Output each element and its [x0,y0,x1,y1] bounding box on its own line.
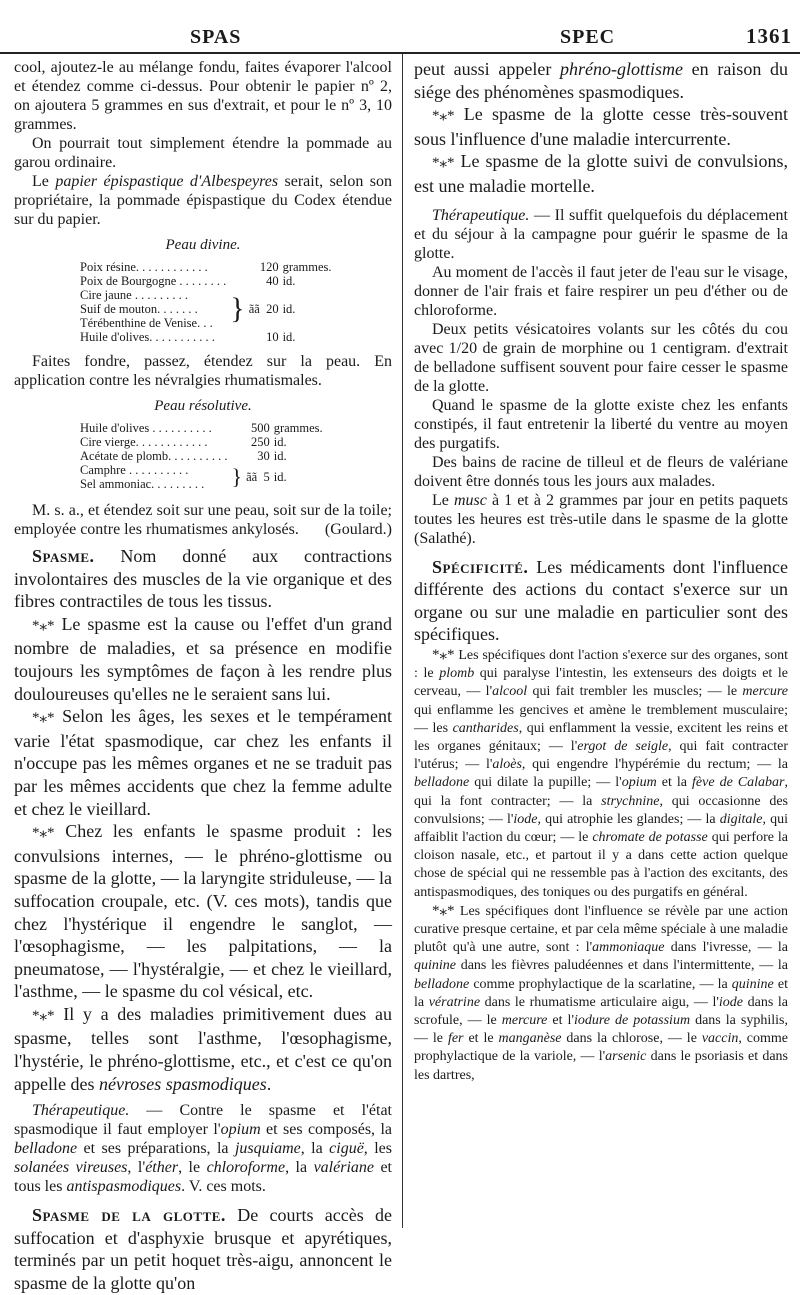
signature: (Goulard.) [324,521,392,538]
table-row: Huile d'olives. . . . . . . . . . . 10 id. [80,330,296,344]
therapeutics-paragraph: Thérapeutique. — Contre le spasme et l'état spasmodique il faut employer l'opium et ses composés, la belladone et ses préparations, la jusquiame, la ciguë, les solanées vireuses, l'éther, le chloroforme, la valériane et tous les antispasmodiques. V. ces mots. [14,1102,392,1196]
recipe-title: Peau résolutive. [154,398,252,414]
page-number: 1361 [746,24,792,48]
paragraph: Quand le spasme de la glotte existe chez les enfants constipés, il faut entretenir la liberté du ventre au moyen des purgatifs. [414,396,788,452]
running-head-right: SPEC [560,26,616,48]
table-row: Acétate de plomb. . . . . . . . . . 30 id. [80,449,287,463]
table-row: Camphre . . . . . . . . . . } ãã 5 id. [80,463,287,489]
recipe-table [78,260,334,344]
entry-spasme: Spasme. Nom donné aux contractions involontaires des muscles de la vie organique et des fibres contractiles de tous les tissus. [14,546,392,612]
paragraph: cool, ajoutez-le au mélange fondu, faites évaporer l'alcool et étendez comme ci-dessus. Pour obtenir le papier nº 2, on ajoutera 5 grammes en sus d'extrait, et pour le nº 3, 10 grammes. [14,59,392,133]
paragraph: Le musc à 1 et à 2 grammes par jour en petits paquets toutes les heures est très-utile dans le spasme de la glotte (Salathé). [414,491,789,547]
paragraph: Deux petits vésicatoires volants sur les côtés du cou avec 1/20 de grain de morphine ou 1 centigram. d'extrait de belladone suffisent souvent pour faire cesser le spasme de la glotte. [414,320,788,395]
paragraph: peut aussi appeler phréno-glottisme en raison du siége des phénomènes spasmodiques. [414,59,788,102]
paragraph: Des bains de racine de tilleul et de fleurs de valériane doivent être donnés tous les jours aux malades. [414,453,788,490]
specifics-diseases-text: Les spécifiques dont l'influence se révèle par une action curative presque certaine, et par cela même spéciale à une maladie plutôt qu'à une autre, sont : l'ammoniaque dans l'ivresse, — la quinine dans les fièvres paludéennes et dans l'intermittente, — la belladone comme prophylactique de la scarlatine, — la quinine et la vératrine dans le rhumatisme articulaire aigu, — l'iode dans la scrofule, — le mercure et l'iodure de potassium dans la syphilis, — le fer et le manganèse dans la chlorose, — le vaccin, comme prophylactique de la variole, — l'arsenic dans le psoriasis et dans les dartres, [414,903,789,1083]
table-row: Poix de Bourgogne . . . . . . . . 40 id. [80,274,296,288]
therapeutics-paragraph: Thérapeutique. — Il suffit quelquefois du déplacement et du séjour à la campagne pour guérir le spasme de la glotte. [414,206,788,262]
paragraph: M. s. a., et étendez soit sur une peau, soit sur de la toile; employée contre les rhumatismes ankylosés. [14,502,392,538]
paragraph: *⁎* Les spécifiques dont l'influence se révèle par une action curative presque certaine, et par cela même spéciale à une maladie plutôt qu'à une autre, sont : l'ammoniaque dans l'ivresse, — la quinine dans les fièvres paludéennes et dans l'intermittente, — la belladone comme prophylactique de la scarlatine, — la quinine et la vératrine dans le rhumatisme articulaire aigu, — l'iode dans la scrofule, — le mercure et l'iodure de potassium dans la syphilis, — le fer et le manganèse dans la chlorose, — le vaccin, comme prophylactique de la variole, — l'arsenic dans le psoriasis et dans les dartres, [414,902,789,1083]
table-row: Térébenthine de Venise. . . [80,316,213,330]
paragraph: *⁎* Chez les enfants le spasme produit : les convulsions internes, — le phréno-glottisme ou spasme de la glotte, — la laryngite striduleuse, — la suffocation croupale, etc. (V. ces mots), tandis que chez l'hystérique il engendre le sanglot, — l'œsophagisme, — les palpitations, — la pneumatose, — l'hystéralgie, — et chez le vieillard, l'asthme, — le spasme du col vésical, etc. [14,821,392,1002]
paragraph: On pourrait tout simplement étendre la pommade au garou ordinaire. [14,135,392,171]
table-row: Cire vierge. . . . . . . . . . . . 250 id. [80,435,287,449]
table-row: Sel ammoniac. . . . . . . . . [80,477,205,491]
table-row: Poix résine. . . . . . . . . . . . 120 grammes. [80,260,332,274]
paragraph: *⁎* Le spasme est la cause ou l'effet d'un grand nombre de maladies, et sa présence en modifie toujours les symptômes de façon à les rendre plus douloureuses qu'elles ne le seraient sans lui. [14,613,392,704]
paragraph: Faites fondre, passez, étendez sur la peau. En application contre les névralgies rhumatismales. [14,353,392,389]
paragraph: *⁎* Le spasme de la glotte cesse très-souvent sous l'influence d'une maladie intercurrente. [414,104,788,149]
paragraph: *⁎* Le spasme de la glotte suivi de convulsions, est une maladie mortelle. [414,151,788,196]
table-row: Suif de mouton. . . . . . . [80,302,198,316]
running-head-left: SPAS [190,26,242,48]
right-column [414,58,788,1085]
paragraph: *⁎* Les spécifiques dont l'action s'exerce sur des organes, sont : le plomb qui paralyse l'intestin, les extenseurs des doigts et le cerveau, — l'alcool qui fait trembler les muscles; — le mercure qui enflamme les gencives et amène le tremblement musculaire; — les cantharides, qui enflamment la vessie, excitent les reins et les organes génitaux; — l'ergot de seigle, qui fait contracter l'utérus; — l'aloès, qui engendre l'hypérémie du rectum; — la belladone qui dilate la pupille; — l'opium et la fève de Calabar, qui la font contracter; — la strychnine, qui occasionne des convulsions; — l'iode, qui atrophie les glandes; — la digitale, qui affaiblit l'action du cœur; — le chromate de potasse qui perfore la cloison nasale, etc., et partout il y a dans cette action quelque chose de spécial qui ne ressemble pas à l'action des excitants, des antispasmodiques, des toniques ou des purgatifs en général. [414,646,789,900]
header-rule [0,52,800,54]
table-row: Huile d'olives . . . . . . . . . . 500 grammes. [80,421,323,435]
recipe-title: Peau divine. [165,237,241,253]
paragraph: *⁎* Il y a des maladies primitivement dues au spasme, telles sont l'asthme, l'œsophagisme, l'hystérie, le phréno-glottisme, etc., et c'est ce qu'on appelle des névroses spasmodiques. [14,1003,392,1094]
table-row: Cire jaune . . . . . . . . . } ãã 20 id. [80,288,296,325]
paragraph: Le papier épispastique d'Albespeyres serait, selon son propriétaire, la pommade épispastique du Codex étendue sur du papier. [14,173,393,228]
entry-specificite: Spécificité. Les médicaments dont l'influence différente des actions du contact s'exerce sur un organe ou sur une maladie en particulier sont des spécifiques. [414,556,788,645]
entry-spasme-glotte: Spasme de la glotte. De courts accès de suffocation et d'asphyxie brusque et apyrétiques, terminés par un petit hoquet très-aigu, annoncent le spasme de la glotte qu'on [14,1205,392,1294]
column-divider [402,54,403,1228]
specifics-organs-text: Les spécifiques dont l'action s'exerce sur des organes, sont : le plomb qui paralyse l'intestin, les extenseurs des doigts et le cerveau, — l'alcool qui fait trembler les muscles; — le mercure qui enflamme les gencives et amène le tremblement musculaire; — les cantharides, qui enflamment la vessie, excitent les reins et les organes génitaux; — l'ergot de seigle, qui fait contracter l'utérus; — l'aloès, qui engendre l'hypérémie du rectum; — la belladone qui dilate la pupille; — l'opium et la fève de Calabar, qui la font contracter; — la strychnine, qui occasionne des convulsions; — l'iode, qui atrophie les glandes; — la digitale, qui affaiblit l'action du cœur; — le chromate de potasse qui perfore la cloison nasale, etc., et partout il y a dans cette action quelque chose de spécial qui ne ressemble pas à l'action des excitants, des antispasmodiques, des toniques ou des purgatifs en général. [414,647,789,900]
left-column [14,58,392,1295]
paragraph: *⁎* Selon les âges, les sexes et le tempérament varie l'état spasmodique, car chez les enfants il n'occupe pas les mêmes organes et ne se traduit pas par les mêmes accidents que chez la femme adulte et chez le vieillard. [14,706,392,819]
recipe-table [78,421,325,491]
paragraph: Au moment de l'accès il faut jeter de l'eau sur le visage, donner de l'air frais et faire respirer un peu d'éther ou de chloroforme. [414,263,788,319]
